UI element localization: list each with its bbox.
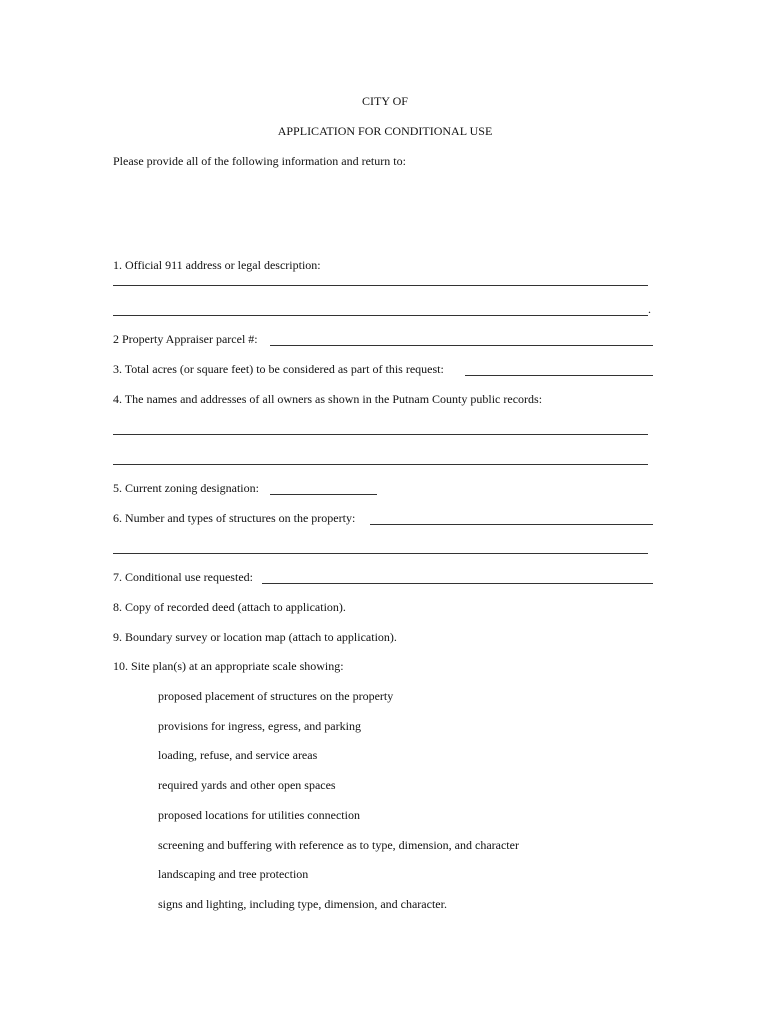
question-9-label: 9. Boundary survey or location map (attach to application). bbox=[113, 630, 397, 644]
question-10-label: 10. Site plan(s) at an appropriate scale showing: bbox=[113, 659, 344, 673]
question-6-line-1[interactable] bbox=[370, 524, 653, 525]
question-5-line[interactable] bbox=[270, 494, 377, 495]
question-6-label: 6. Number and types of structures on the property: bbox=[113, 511, 356, 525]
site-plan-item: screening and buffering with reference as to type, dimension, and character bbox=[158, 838, 519, 852]
question-1-line-1[interactable] bbox=[113, 285, 648, 286]
question-7-label: 7. Conditional use requested: bbox=[113, 570, 253, 584]
site-plan-item: loading, refuse, and service areas bbox=[158, 748, 318, 762]
question-4-label: 4. The names and addresses of all owners as shown in the Putnam County public records: bbox=[113, 392, 543, 406]
question-1-line-2[interactable] bbox=[113, 315, 648, 316]
question-7-line[interactable] bbox=[262, 583, 653, 584]
question-1-period: . bbox=[648, 302, 651, 316]
site-plan-item: proposed locations for utilities connection bbox=[158, 808, 360, 822]
question-5-label: 5. Current zoning designation: bbox=[113, 481, 259, 495]
site-plan-item: required yards and other open spaces bbox=[158, 778, 336, 792]
question-4-line-1[interactable] bbox=[113, 434, 648, 435]
question-3-label: 3. Total acres (or square feet) to be considered as part of this request: bbox=[113, 362, 444, 376]
site-plan-item: provisions for ingress, egress, and parking bbox=[158, 719, 361, 733]
form-title: APPLICATION FOR CONDITIONAL USE bbox=[277, 124, 493, 138]
question-2-label: 2 Property Appraiser parcel #: bbox=[113, 332, 258, 346]
question-8-label: 8. Copy of recorded deed (attach to application). bbox=[113, 600, 346, 614]
city-heading: CITY OF bbox=[362, 94, 408, 108]
instructions: Please provide all of the following information and return to: bbox=[113, 154, 406, 168]
question-2-line[interactable] bbox=[270, 345, 653, 346]
question-1-label: 1. Official 911 address or legal description: bbox=[113, 258, 321, 272]
site-plan-item: landscaping and tree protection bbox=[158, 867, 309, 881]
question-4-line-2[interactable] bbox=[113, 464, 648, 465]
question-3-line[interactable] bbox=[465, 375, 653, 376]
site-plan-item: signs and lighting, including type, dimension, and character. bbox=[158, 897, 447, 911]
site-plan-item: proposed placement of structures on the property bbox=[158, 689, 394, 703]
question-6-line-2[interactable] bbox=[113, 553, 648, 554]
